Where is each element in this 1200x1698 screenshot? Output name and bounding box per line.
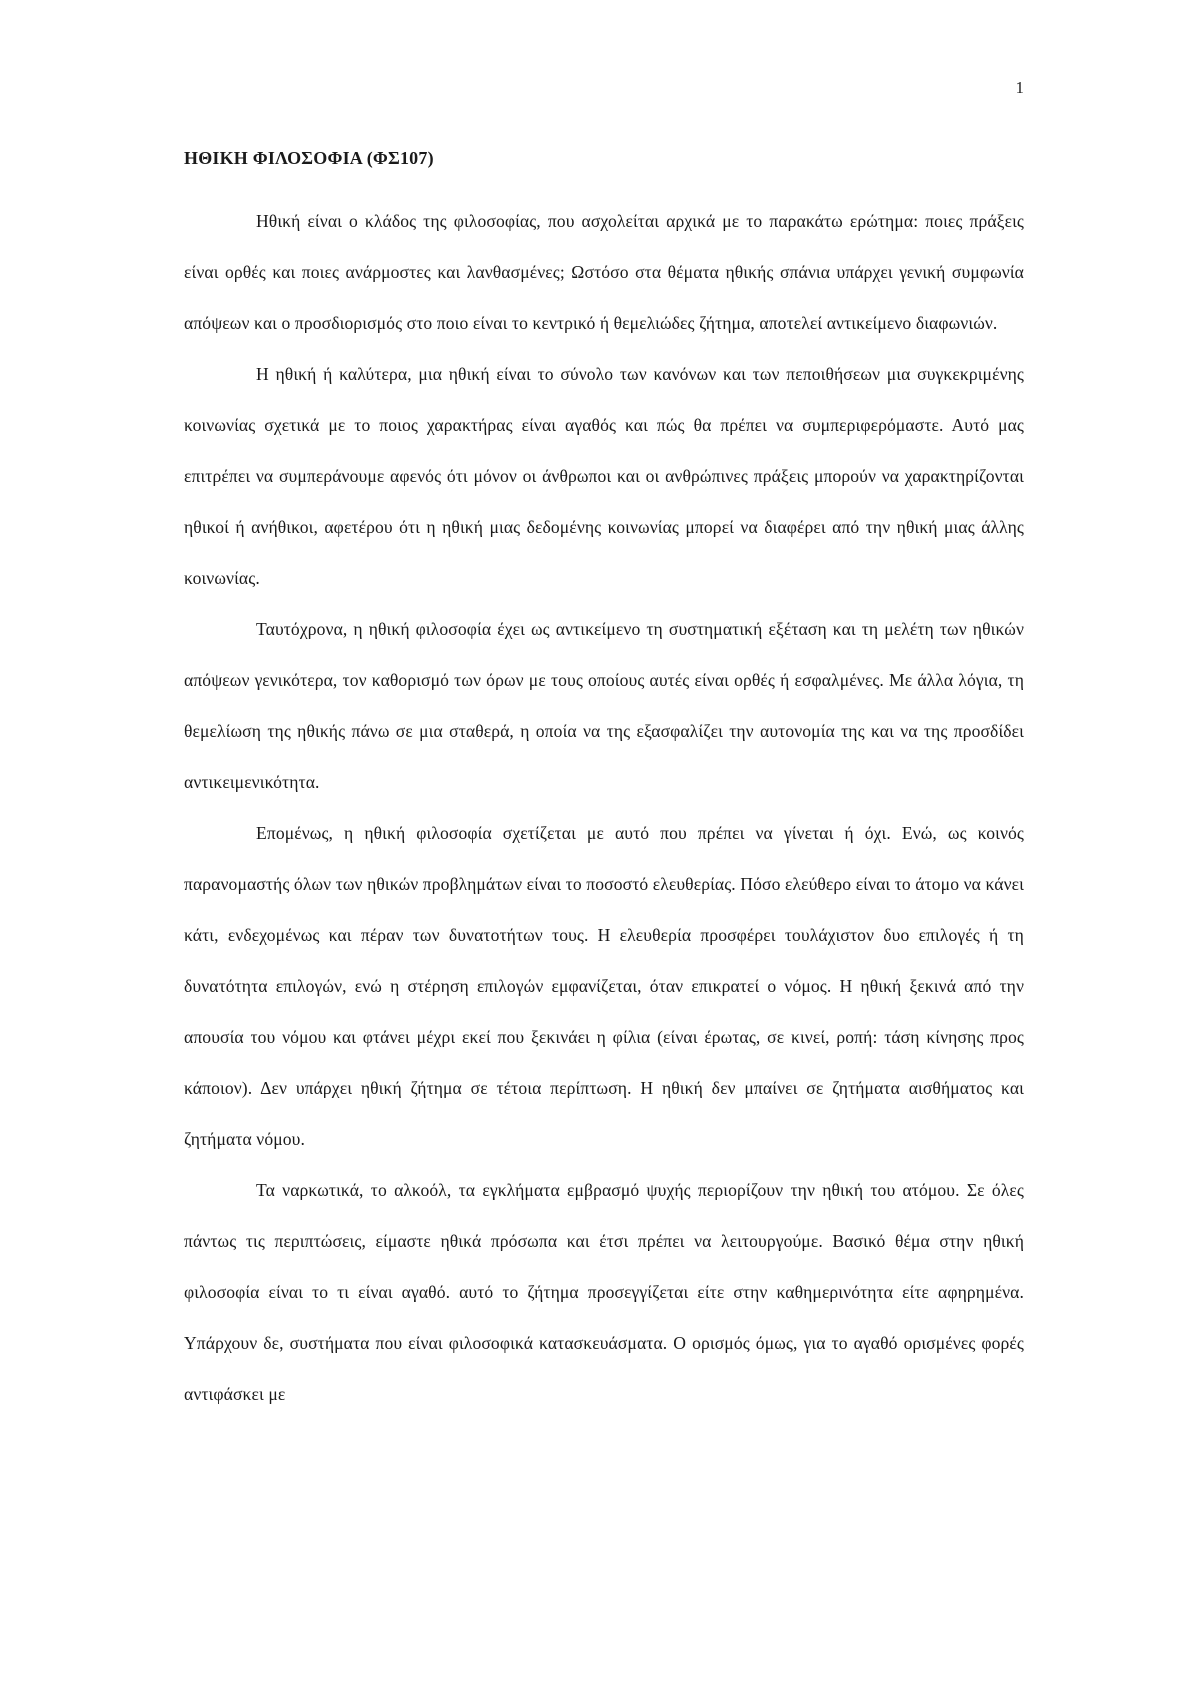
page-number: 1 bbox=[1015, 78, 1024, 97]
paragraph: Τα ναρκωτικά, το αλκοόλ, τα εγκλήματα εμβρασμό ψυχής περιορίζουν την ηθική του ατόμου. Σε όλες πάντως τις περιπτώσεις, είμαστε ηθικά πρόσωπα και έτσι πρέπει να λειτουργούμε. Βασικό θέμα στην ηθική φιλοσοφία είναι το τι είναι αγαθό. αυτό το ζήτημα προσεγγίζεται είτε στην καθημερινότητα είτε αφηρημένα. Υπάρχουν δε, συστήματα που είναι φιλοσοφικά κατασκευάσματα. Ο ορισμός όμως, για το αγαθό ορισμένες φορές αντιφάσκει με bbox=[184, 1180, 1024, 1404]
paragraph: Επομένως, η ηθική φιλοσοφία σχετίζεται με αυτό που πρέπει να γίνεται ή όχι. Ενώ, ως κοινός παρανομαστής όλων των ηθικών προβλημάτων είναι το ποσοστό ελευθερίας. Πόσο ελεύθερο είναι το άτομο να κάνει κάτι, ενδεχομένως και πέραν των δυνατοτήτων τους. Η ελευθερία προσφέρει τουλάχιστον δυο επιλογές ή τη δυνατότητα επιλογών, ενώ η στέρηση επιλογών εμφανίζεται, όταν επικρατεί ο νόμος. Η ηθική ξεκινά από την απουσία του νόμου και φτάνει μέχρι εκεί που ξεκινάει η φίλια (είναι έρωτας, σε κινεί, ροπή: τάση κίνησης προς κάποιον). Δεν υπάρχει ηθική ζήτημα σε τέτοια περίπτωση. Η ηθική δεν μπαίνει σε ζητήματα αισθήματος και ζητήματα νόμου. bbox=[184, 823, 1024, 1149]
paragraph: Ταυτόχρονα, η ηθική φιλοσοφία έχει ως αντικείμενο τη συστηματική εξέταση και τη μελέτη των ηθικών απόψεων γενικότερα, τον καθορισμό των όρων με τους οποίους αυτές είναι ορθές ή εσφαλμένες. Με άλλα λόγια, τη θεμελίωση της ηθικής πάνω σε μια σταθερά, η οποία να της εξασφαλίζει την αυτονομία της και να της προσδίδει αντικειμενικότητα. bbox=[184, 619, 1024, 792]
paragraph: Η ηθική ή καλύτερα, μια ηθική είναι το σύνολο των κανόνων και των πεποιθήσεων μια συγκεκριμένης κοινωνίας σχετικά με το ποιος χαρακτήρας είναι αγαθός και πώς θα πρέπει να συμπεριφερόμαστε. Αυτό μας επιτρέπει να συμπεράνουμε αφενός ότι μόνον οι άνθρωποι και οι ανθρώπινες πράξεις μπορούν να χαρακτηρίζονται ηθικοί ή ανήθικοι, αφετέρου ότι η ηθική μιας δεδομένης κοινωνίας μπορεί να διαφέρει από την ηθική μιας άλλης κοινωνίας. bbox=[184, 364, 1024, 588]
paragraph: Ηθική είναι ο κλάδος της φιλοσοφίας, που ασχολείται αρχικά με το παρακάτω ερώτημα: ποιες πράξεις είναι ορθές και ποιες ανάρμοστες και λανθασμένες; Ωστόσο στα θέματα ηθικής σπάνια υπάρχει γενική συμφωνία απόψεων και ο προσδιορισμός στο ποιο είναι το κεντρικό ή θεμελιώδες ζήτημα, αποτελεί αντικείμενο διαφωνιών. bbox=[184, 211, 1024, 333]
document-body bbox=[184, 146, 1024, 1420]
document-title: ΗΘΙΚΗ ΦΙΛΟΣΟΦΙΑ (ΦΣ107) bbox=[184, 148, 434, 168]
